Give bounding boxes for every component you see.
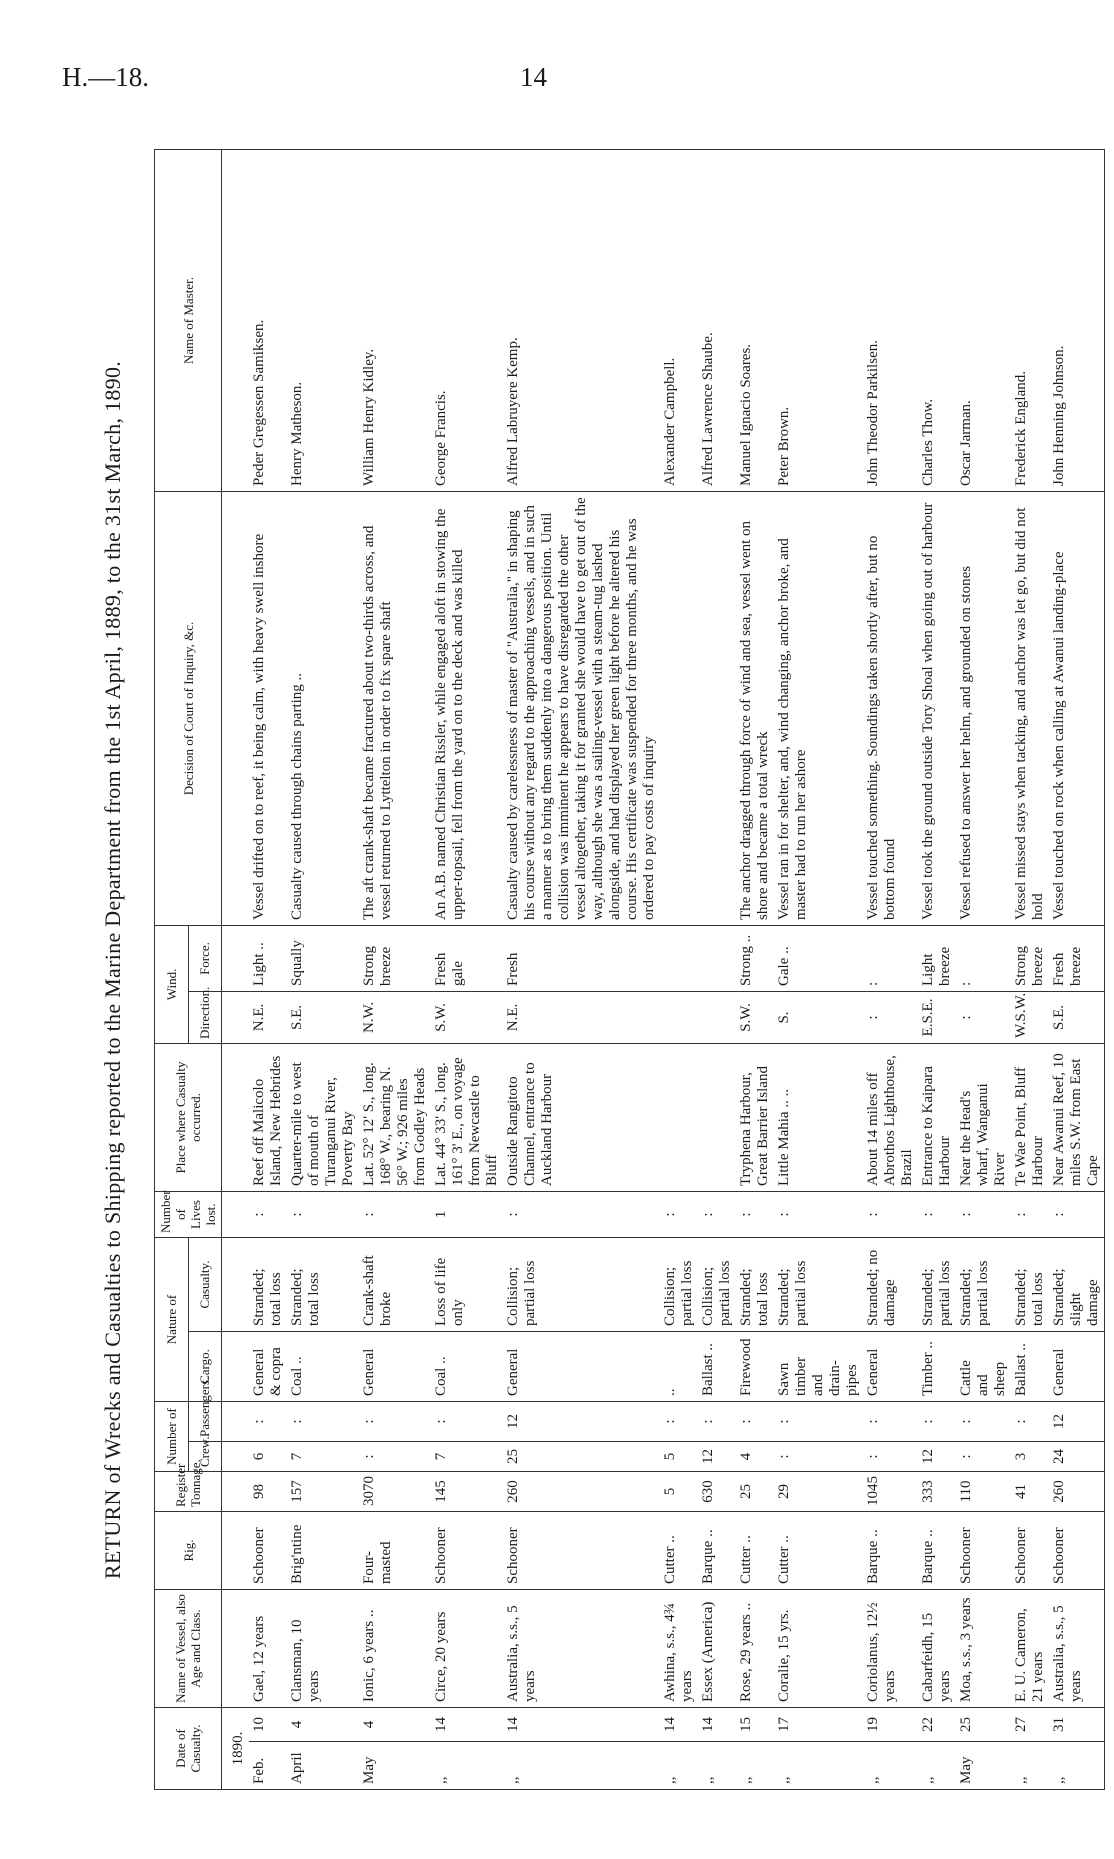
- force-cell: Fresh gale: [431, 925, 503, 991]
- col-passengers: Passengers.: [188, 1402, 222, 1442]
- passengers-cell: :: [287, 1402, 359, 1442]
- rotated-return-table: [100, 150, 1101, 1790]
- force-cell: Gale ..: [774, 925, 863, 991]
- table-row: [1049, 149, 1105, 1789]
- vessel-cell: Cabarfeidh, 15 years: [918, 1590, 956, 1708]
- cargo-cell: Ballast ..: [1011, 1332, 1049, 1402]
- force-cell: Light ..: [249, 925, 287, 991]
- passengers-cell: 12: [1049, 1402, 1105, 1442]
- col-place: Place where Casualty occurred.: [155, 1043, 222, 1191]
- place-cell: [660, 1043, 698, 1191]
- vessel-cell: Awhina, s.s., 4¾ years: [660, 1590, 698, 1708]
- page-number: 14: [520, 62, 547, 92]
- month-cell: ,,: [918, 1742, 956, 1790]
- force-cell: :: [863, 925, 918, 991]
- lives-cell: :: [359, 1191, 431, 1237]
- cargo-cell: General: [863, 1332, 918, 1402]
- day-cell: 17: [774, 1708, 863, 1742]
- decision-cell: Vessel touched something. Soundings taken shortly after, but no bottom found: [863, 491, 918, 925]
- rig-cell: Schooner: [1049, 1512, 1105, 1590]
- decision-cell: Vessel touched on rock when calling at Awanui landing-place: [1049, 491, 1105, 925]
- direction-cell: :: [956, 991, 1011, 1043]
- table-row: [863, 149, 918, 1789]
- crew-cell: 5: [660, 1442, 698, 1472]
- table-row: [774, 149, 863, 1789]
- decision-cell: Casualty caused by carelessness of master of "Australia," in shaping his course without any regard to the approaching vessels, and in such a manner as to bring them suddenly into a dangerous position. Until collision was imminent he appears to have disregarded the other vessel altogether, taking it for granted she would have to get out of the way, although she was a sailing-vessel with a steam-tug lashed alongside, and had displayed her green light before he altered his course. His certificate was suspended for three months, and he was ordered to pay costs of inquiry: [503, 491, 660, 925]
- place-cell: Lat. 52° 12' S., long. 168° W., bearing N. 56° W.; 926 miles from Godley Heads: [359, 1043, 431, 1191]
- cargo-cell: Sawn timber and drain-pipes: [774, 1332, 863, 1402]
- vessel-cell: Ionic, 6 years ..: [359, 1590, 431, 1708]
- force-cell: Strong breeze: [1011, 925, 1049, 991]
- day-cell: 22: [918, 1708, 956, 1742]
- casualty-cell: Stranded; total loss: [1011, 1237, 1049, 1331]
- cargo-cell: ..: [660, 1332, 698, 1402]
- crew-cell: 7: [287, 1442, 359, 1472]
- table-row: [503, 149, 660, 1789]
- casualty-cell: Crank-shaft broke: [359, 1237, 431, 1331]
- day-cell: 27: [1011, 1708, 1049, 1742]
- col-nature-of: Nature of: [155, 1237, 189, 1401]
- crew-cell: 24: [1049, 1442, 1105, 1472]
- month-cell: April: [287, 1742, 359, 1790]
- decision-cell: Vessel refused to answer her helm, and grounded on stones: [956, 491, 1011, 925]
- vessel-cell: Australia, s.s., 5 years: [503, 1590, 660, 1708]
- day-cell: 4: [287, 1708, 359, 1742]
- master-cell: Oscar Jarman.: [956, 149, 1011, 491]
- rig-cell: Cutter ..: [736, 1512, 774, 1590]
- direction-cell: [660, 991, 698, 1043]
- lives-cell: :: [956, 1191, 1011, 1237]
- month-cell: ,,: [863, 1742, 918, 1790]
- place-cell: Te Wae Point, Bluff Harbour: [1011, 1043, 1049, 1191]
- col-tonnage: Register Tonnage.: [155, 1472, 222, 1512]
- force-cell: :: [956, 925, 1011, 991]
- direction-cell: :: [863, 991, 918, 1043]
- passengers-cell: 12: [503, 1402, 660, 1442]
- rig-cell: Cutter ..: [660, 1512, 698, 1590]
- lives-cell: :: [503, 1191, 660, 1237]
- cargo-cell: Coal ..: [287, 1332, 359, 1402]
- place-cell: Near the Head's wharf, Wanganui River: [956, 1043, 1011, 1191]
- table-row: [431, 149, 503, 1789]
- casualty-cell: Stranded; partial loss: [774, 1237, 863, 1331]
- place-cell: Little Mahia .. ..: [774, 1043, 863, 1191]
- lives-cell: :: [918, 1191, 956, 1237]
- passengers-cell: :: [359, 1402, 431, 1442]
- cargo-cell: General: [1049, 1332, 1105, 1402]
- direction-cell: N.E.: [503, 991, 660, 1043]
- rig-cell: Schooner: [249, 1512, 287, 1590]
- lives-cell: :: [698, 1191, 736, 1237]
- tonnage-cell: 5: [660, 1472, 698, 1512]
- direction-cell: S.E.: [287, 991, 359, 1043]
- place-cell: Entrance to Kaipara Harbour: [918, 1043, 956, 1191]
- passengers-cell: :: [431, 1402, 503, 1442]
- day-cell: 14: [660, 1708, 698, 1742]
- col-force: Force.: [188, 925, 222, 991]
- passengers-cell: :: [698, 1402, 736, 1442]
- passengers-cell: :: [1011, 1402, 1049, 1442]
- passengers-cell: :: [956, 1402, 1011, 1442]
- table-row: [249, 149, 287, 1789]
- force-cell: Fresh: [503, 925, 660, 991]
- lives-cell: :: [287, 1191, 359, 1237]
- tonnage-cell: 630: [698, 1472, 736, 1512]
- direction-cell: S.E.: [1049, 991, 1105, 1043]
- cargo-cell: General & copra: [249, 1332, 287, 1402]
- col-date: Date of Casualty.: [155, 1708, 222, 1790]
- direction-cell: S.W.: [736, 991, 774, 1043]
- lives-cell: :: [774, 1191, 863, 1237]
- tonnage-cell: 1045: [863, 1472, 918, 1512]
- decision-cell: The anchor dragged through force of wind and sea, vessel went on shore and became a total wreck: [736, 491, 774, 925]
- cargo-cell: General: [359, 1332, 431, 1402]
- vessel-cell: Rose, 29 years ..: [736, 1590, 774, 1708]
- direction-cell: N.W.: [359, 991, 431, 1043]
- lives-cell: :: [863, 1191, 918, 1237]
- direction-cell: N.E.: [249, 991, 287, 1043]
- cargo-cell: Firewood: [736, 1332, 774, 1402]
- casualty-cell: Collision; partial loss: [503, 1237, 660, 1331]
- col-crew: Crew.: [188, 1442, 222, 1472]
- col-wind: Wind.: [155, 925, 189, 1043]
- day-cell: 31: [1049, 1708, 1105, 1742]
- decision-cell: Vessel drifted on to reef, it being calm, with heavy swell inshore: [249, 491, 287, 925]
- master-cell: Charles Thow.: [918, 149, 956, 491]
- crew-cell: 12: [698, 1442, 736, 1472]
- crew-cell: 6: [249, 1442, 287, 1472]
- month-cell: ,,: [736, 1742, 774, 1790]
- master-cell: Alfred Lawrence Shaube.: [698, 149, 736, 491]
- direction-cell: S.W.: [431, 991, 503, 1043]
- master-cell: John Theodor Parkilsen.: [863, 149, 918, 491]
- tonnage-cell: 25: [736, 1472, 774, 1512]
- day-cell: 14: [503, 1708, 660, 1742]
- lives-cell: :: [1011, 1191, 1049, 1237]
- month-cell: May: [359, 1742, 431, 1790]
- master-cell: Alfred Labruyere Kemp.: [503, 149, 660, 491]
- decision-cell: Vessel missed stays when tacking, and anchor was let go, but did not hold: [1011, 491, 1049, 925]
- col-cargo: Cargo.: [188, 1332, 222, 1402]
- cargo-cell: Cattle and sheep: [956, 1332, 1011, 1402]
- col-direction: Direction.: [188, 991, 222, 1043]
- crew-cell: 12: [918, 1442, 956, 1472]
- force-cell: [698, 925, 736, 991]
- col-number-of: Number of: [155, 1402, 189, 1472]
- casualty-cell: Stranded; partial loss: [918, 1237, 956, 1331]
- direction-cell: E.S.E.: [918, 991, 956, 1043]
- col-lives: Number of Lives lost.: [155, 1191, 222, 1237]
- passengers-cell: :: [249, 1402, 287, 1442]
- rig-cell: Schooner: [956, 1512, 1011, 1590]
- month-cell: ,,: [431, 1742, 503, 1790]
- month-cell: ,,: [1011, 1742, 1049, 1790]
- table-row: [660, 149, 698, 1789]
- decision-cell: Casualty caused through chains parting ..: [287, 491, 359, 925]
- table-row: [1011, 149, 1049, 1789]
- vessel-cell: Essex (America): [698, 1590, 736, 1708]
- passengers-cell: :: [660, 1402, 698, 1442]
- force-cell: [660, 925, 698, 991]
- rig-cell: Schooner: [1011, 1512, 1049, 1590]
- day-cell: 10: [249, 1708, 287, 1742]
- crew-cell: :: [863, 1442, 918, 1472]
- place-cell: Reef off Malicolo Island, New Hebrides: [249, 1043, 287, 1191]
- decision-cell: Vessel took the ground outside Tory Shoal when going out of harbour: [918, 491, 956, 925]
- place-cell: Near Awanui Reef, 10 miles S.W. from East Cape: [1049, 1043, 1105, 1191]
- master-cell: John Henning Johnson.: [1049, 149, 1105, 491]
- day-cell: 15: [736, 1708, 774, 1742]
- rig-cell: Barque ..: [918, 1512, 956, 1590]
- casualty-table: [154, 149, 1105, 1790]
- table-row: [287, 149, 359, 1789]
- vessel-cell: E. U. Cameron, 21 years: [1011, 1590, 1049, 1708]
- rig-cell: Cutter ..: [774, 1512, 863, 1590]
- tonnage-cell: 29: [774, 1472, 863, 1512]
- day-cell: 14: [698, 1708, 736, 1742]
- crew-cell: :: [956, 1442, 1011, 1472]
- day-cell: 25: [956, 1708, 1011, 1742]
- place-cell: Quarter-mile to west of mouth of Turanganui River, Poverty Bay: [287, 1043, 359, 1191]
- force-cell: Strong ..: [736, 925, 774, 991]
- casualty-cell: Stranded; no damage: [863, 1237, 918, 1331]
- tonnage-cell: 260: [503, 1472, 660, 1512]
- col-rig: Rig.: [155, 1512, 222, 1590]
- tonnage-cell: 157: [287, 1472, 359, 1512]
- rig-cell: Schooner: [431, 1512, 503, 1590]
- master-cell: Peder Gregessen Samiksen.: [249, 149, 287, 491]
- passengers-cell: :: [863, 1402, 918, 1442]
- cargo-cell: Ballast ..: [698, 1332, 736, 1402]
- tonnage-cell: 3070: [359, 1472, 431, 1512]
- decision-cell: [698, 491, 736, 925]
- direction-cell: [698, 991, 736, 1043]
- master-cell: William Henry Kidley.: [359, 149, 431, 491]
- lives-cell: :: [249, 1191, 287, 1237]
- decision-cell: An A.B. named Christian Rissler, while engaged aloft in stowing the upper-topsail, fell from the yard on to the deck and was killed: [431, 491, 503, 925]
- casualty-cell: Stranded; slight damage: [1049, 1237, 1105, 1331]
- rig-cell: Four-masted: [359, 1512, 431, 1590]
- col-casualty: Casualty.: [188, 1237, 222, 1331]
- tonnage-cell: 145: [431, 1472, 503, 1512]
- crew-cell: 25: [503, 1442, 660, 1472]
- cargo-cell: General: [503, 1332, 660, 1402]
- cargo-cell: Timber ..: [918, 1332, 956, 1402]
- lives-cell: :: [660, 1191, 698, 1237]
- force-cell: Light breeze: [918, 925, 956, 991]
- rig-cell: Barque ..: [698, 1512, 736, 1590]
- casualty-cell: Stranded; total loss: [736, 1237, 774, 1331]
- vessel-cell: Coriolanus, 12½ years: [863, 1590, 918, 1708]
- rig-cell: Schooner: [503, 1512, 660, 1590]
- master-cell: Peter Brown.: [774, 149, 863, 491]
- decision-cell: [660, 491, 698, 925]
- place-cell: Outside Rangitoto Channel, entrance to Auckland Harbour: [503, 1043, 660, 1191]
- casualty-cell: Collision; partial loss: [698, 1237, 736, 1331]
- casualty-cell: Loss of life only: [431, 1237, 503, 1331]
- vessel-cell: Gael, 12 years: [249, 1590, 287, 1708]
- place-cell: About 14 miles off Abrothos Lighthouse, Brazil: [863, 1043, 918, 1191]
- col-master: Name of Master.: [155, 149, 222, 491]
- month-cell: ,,: [503, 1742, 660, 1790]
- col-vessel: Name of Vessel, also Age and Class.: [155, 1590, 222, 1708]
- master-cell: Manuel Ignacio Soares.: [736, 149, 774, 491]
- tonnage-cell: 110: [956, 1472, 1011, 1512]
- force-cell: Strong breeze: [359, 925, 431, 991]
- table-row: [359, 149, 431, 1789]
- decision-cell: The aft crank-shaft became fractured about two-thirds across, and vessel returned to Lyttelton in order to fix spare shaft: [359, 491, 431, 925]
- crew-cell: :: [359, 1442, 431, 1472]
- month-cell: ,,: [660, 1742, 698, 1790]
- table-row: [918, 149, 956, 1789]
- tonnage-cell: 41: [1011, 1472, 1049, 1512]
- lives-cell: 1: [431, 1191, 503, 1237]
- place-cell: [698, 1043, 736, 1191]
- month-cell: May: [956, 1742, 1011, 1790]
- casualty-cell: Stranded; total loss: [287, 1237, 359, 1331]
- decision-cell: Vessel ran in for shelter, and, wind changing, anchor broke, and master had to run her ashore: [774, 491, 863, 925]
- casualty-cell: Collision; partial loss: [660, 1237, 698, 1331]
- master-cell: Alexander Campbell.: [660, 149, 698, 491]
- tonnage-cell: 98: [249, 1472, 287, 1512]
- tonnage-cell: 333: [918, 1472, 956, 1512]
- page-reference: H.—18.: [62, 62, 149, 92]
- place-cell: Tryphena Harbour, Great Barrier Island: [736, 1043, 774, 1191]
- lives-cell: :: [736, 1191, 774, 1237]
- month-cell: ,,: [698, 1742, 736, 1790]
- master-cell: Frederick England.: [1011, 149, 1049, 491]
- casualty-cell: Stranded; total loss: [249, 1237, 287, 1331]
- vessel-cell: Clansman, 10 years: [287, 1590, 359, 1708]
- place-cell: Lat. 44° 33' S., long. 161° 3' E., on voyage from Newcastle to Bluff: [431, 1043, 503, 1191]
- crew-cell: 4: [736, 1442, 774, 1472]
- vessel-cell: Coralie, 15 yrs.: [774, 1590, 863, 1708]
- vessel-cell: Moa, s.s., 3 years: [956, 1590, 1011, 1708]
- month-cell: ,,: [1049, 1742, 1105, 1790]
- passengers-cell: :: [736, 1402, 774, 1442]
- rig-cell: Brig'ntine: [287, 1512, 359, 1590]
- table-title: RETURN of Wrecks and Casualties to Shipping reported to the Marine Department from the 1st April, 1889, to the 31st March, 1890.: [100, 360, 125, 1580]
- vessel-cell: Circe, 20 years: [431, 1590, 503, 1708]
- table-row: [736, 149, 774, 1789]
- crew-cell: :: [774, 1442, 863, 1472]
- lives-cell: :: [1049, 1191, 1105, 1237]
- table-row: [698, 149, 736, 1789]
- table-row: [956, 149, 1011, 1789]
- crew-cell: 7: [431, 1442, 503, 1472]
- passengers-cell: :: [918, 1402, 956, 1442]
- force-cell: Squally: [287, 925, 359, 991]
- direction-cell: W.S.W.: [1011, 991, 1049, 1043]
- direction-cell: S.: [774, 991, 863, 1043]
- month-cell: Feb.: [249, 1742, 287, 1790]
- casualty-cell: Stranded; partial loss: [956, 1237, 1011, 1331]
- master-cell: Henry Matheson.: [287, 149, 359, 491]
- passengers-cell: :: [774, 1402, 863, 1442]
- col-decision: Decision of Court of Inquiry, &c.: [155, 491, 222, 925]
- tonnage-cell: 260: [1049, 1472, 1105, 1512]
- month-cell: ,,: [774, 1742, 863, 1790]
- vessel-cell: Australia, s.s., 5 years: [1049, 1590, 1105, 1708]
- cargo-cell: Coal ..: [431, 1332, 503, 1402]
- rig-cell: Barque ..: [863, 1512, 918, 1590]
- crew-cell: 3: [1011, 1442, 1049, 1472]
- day-cell: 14: [431, 1708, 503, 1742]
- day-cell: 4: [359, 1708, 431, 1742]
- year-label: 1890.: [222, 1708, 250, 1790]
- day-cell: 19: [863, 1708, 918, 1742]
- force-cell: Fresh breeze: [1049, 925, 1105, 991]
- table-body: [222, 149, 1105, 1789]
- master-cell: George Francis.: [431, 149, 503, 491]
